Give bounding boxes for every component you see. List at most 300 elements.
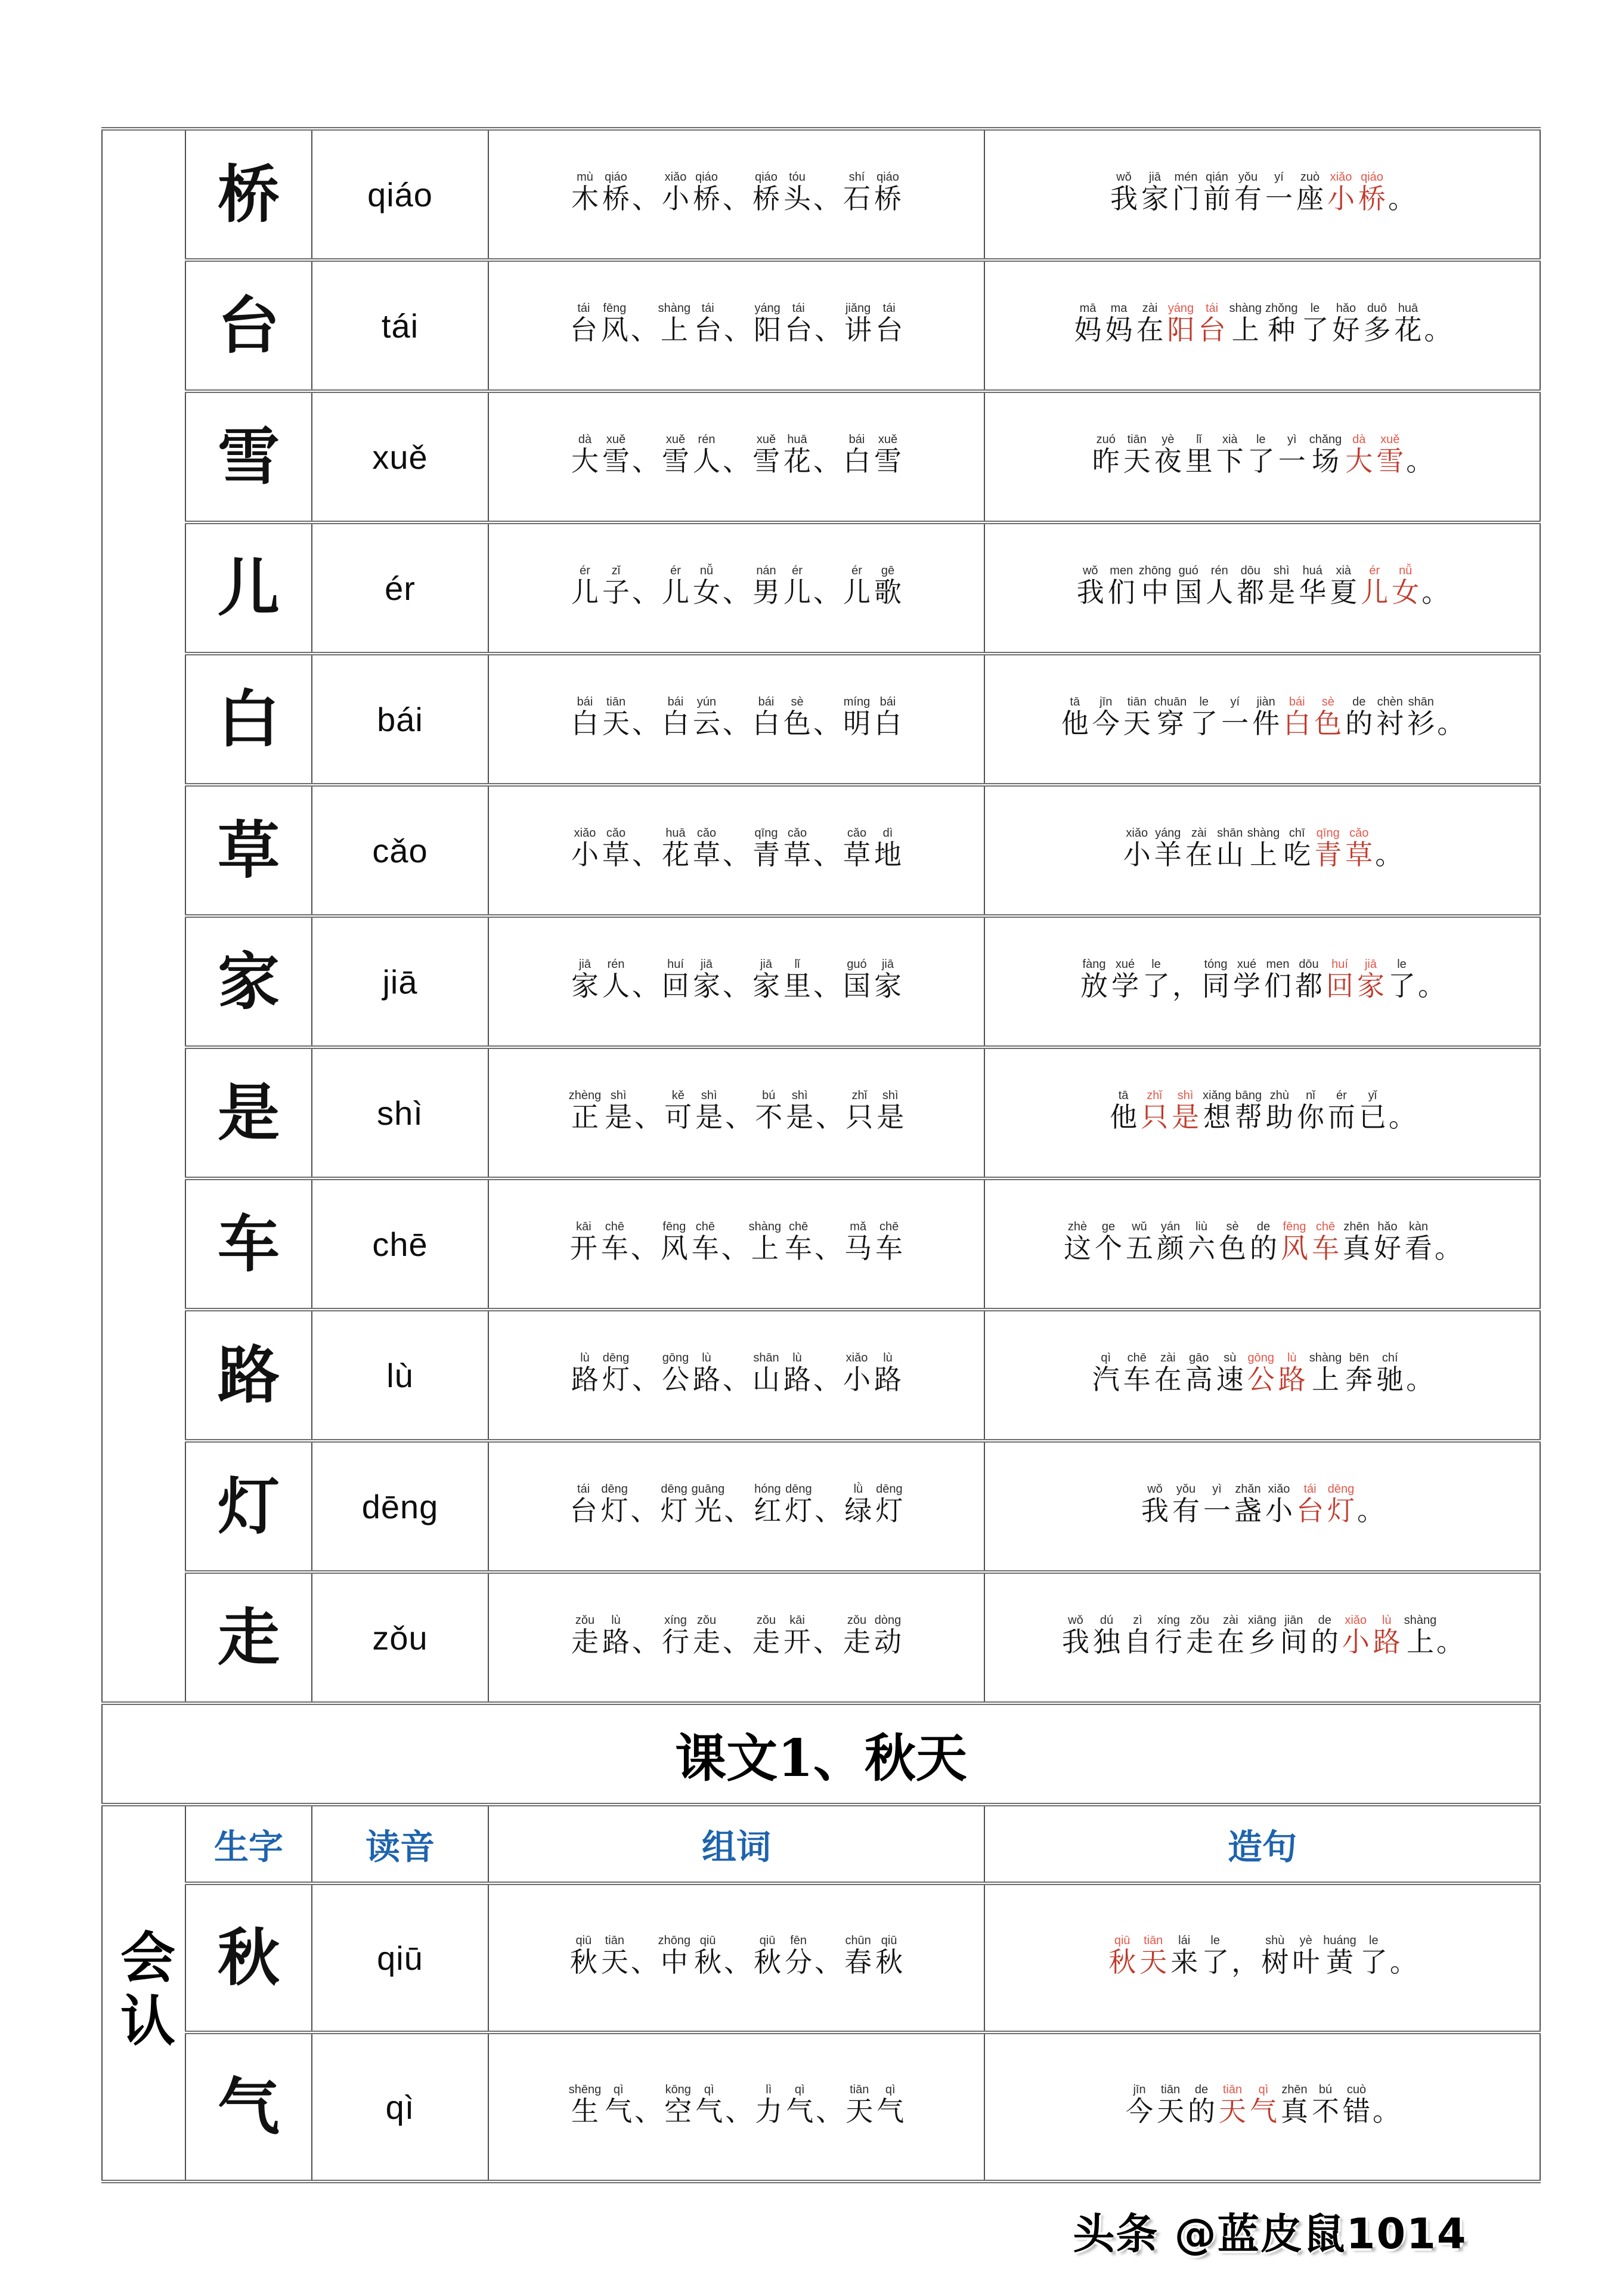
reading-cell: shì <box>312 1047 488 1178</box>
annotated-char: 雪xuě <box>752 432 780 477</box>
annotated-char: 是shì <box>786 1088 814 1133</box>
punctuation: 。 <box>1406 444 1434 477</box>
annotated-char: 草cǎo <box>693 826 720 871</box>
annotated-char: 今jīn <box>1092 695 1120 739</box>
annotated-char: 中zhōng <box>1138 564 1172 608</box>
annotated-char: 台tái <box>569 1482 597 1527</box>
annotated-char: 同tóng <box>1202 957 1229 1002</box>
word-separator: 、 <box>632 969 659 1002</box>
annotated-char: 了le <box>1301 301 1329 346</box>
annotated-char: 气qì <box>695 2083 723 2127</box>
hanzi-cell: 雪 <box>185 391 312 522</box>
annotated-char: 真zhēn <box>1343 1220 1370 1264</box>
annotated-char: 秋qiū <box>875 1933 903 1978</box>
annotated-char: 路lù <box>1278 1351 1306 1395</box>
annotated-char: 是shì <box>695 1088 723 1133</box>
sentence-cell <box>984 1572 1540 1703</box>
annotated-char: 六liù <box>1188 1220 1215 1264</box>
annotated-char: 夏xià <box>1330 564 1358 608</box>
annotated-char: 青qīng <box>1314 826 1342 871</box>
annotated-char: 草cǎo <box>843 826 871 871</box>
annotated-char: 气qì <box>605 2083 633 2127</box>
annotated-char: 我wǒ <box>1061 1613 1089 1658</box>
words-cell <box>488 916 984 1047</box>
annotated-char: 草cǎo <box>602 826 630 871</box>
annotated-char: 雪xuě <box>602 432 630 477</box>
annotated-char: 小xiǎo <box>571 826 599 871</box>
annotated-char: 今jīn <box>1126 2083 1153 2127</box>
annotated-char: 一yí <box>1221 695 1249 739</box>
annotated-char: 驰chí <box>1376 1351 1404 1395</box>
sentence-cell <box>984 1310 1540 1441</box>
annotated-char: 走zǒu <box>571 1613 599 1658</box>
annotated-char: 儿ér <box>571 564 599 608</box>
word-separator: 、 <box>632 182 659 215</box>
reading-cell: chē <box>312 1178 488 1310</box>
annotated-char: 回huí <box>1326 957 1353 1002</box>
annotated-char: 正zhèng <box>568 1088 602 1133</box>
annotated-char: 走zǒu <box>693 1613 720 1658</box>
annotated-char: 天tiān <box>1157 2083 1184 2127</box>
character-row <box>102 1883 1540 2032</box>
annotated-char: 桥qiáo <box>752 170 780 215</box>
words-cell <box>488 1441 984 1572</box>
character-row <box>102 785 1540 916</box>
annotated-char: 台tái <box>1296 1482 1324 1527</box>
reading-cell: qiū <box>312 1883 488 2032</box>
annotated-char: 的de <box>1345 695 1373 739</box>
annotated-char: 高gāo <box>1185 1351 1213 1395</box>
sentence-cell <box>984 1178 1540 1310</box>
words-cell <box>488 1047 984 1178</box>
reading-cell: qì <box>312 2032 488 2181</box>
words-cell <box>488 391 984 522</box>
annotated-char: 空kōng <box>664 2083 692 2127</box>
annotated-char: 穿chuān <box>1154 695 1187 739</box>
annotated-char: 走zǒu <box>752 1613 780 1658</box>
annotated-char: 路lù <box>783 1351 811 1395</box>
words-cell <box>488 654 984 785</box>
annotated-char: 在zài <box>1185 826 1213 871</box>
punctuation: 。 <box>1375 838 1403 871</box>
annotated-char: 已yǐ <box>1358 1088 1386 1133</box>
word-separator: 、 <box>814 1231 843 1264</box>
annotated-char: 有yǒu <box>1234 170 1262 215</box>
punctuation: 。 <box>1357 1494 1384 1527</box>
annotated-char: 秋qiū <box>694 1933 722 1978</box>
annotated-char: 们men <box>1107 564 1135 608</box>
word-separator: 、 <box>814 1494 843 1527</box>
sentence-cell <box>984 522 1540 654</box>
word-separator: 、 <box>724 1494 752 1527</box>
words-cell <box>488 2032 984 2181</box>
annotated-char: 路lù <box>571 1351 599 1395</box>
words-cell <box>488 260 984 391</box>
annotated-char: 家jiā <box>1141 170 1169 215</box>
annotated-char: 行xíng <box>1154 1613 1182 1658</box>
annotated-char: 桥qiáo <box>874 170 902 215</box>
header-char: 生字 <box>185 1805 312 1883</box>
annotated-char: 地dì <box>874 826 902 871</box>
annotated-char: 黄huáng <box>1323 1933 1356 1978</box>
vocabulary-table <box>101 127 1541 2183</box>
annotated-char: 速sù <box>1216 1351 1244 1395</box>
annotated-char: 叶yè <box>1292 1933 1320 1978</box>
annotated-char: 不bú <box>1312 2083 1339 2127</box>
annotated-char: 一yí <box>1265 170 1293 215</box>
annotated-char: 儿ér <box>662 564 689 608</box>
annotated-char: 公gōng <box>662 1351 689 1395</box>
annotated-char: 力lì <box>755 2083 783 2127</box>
annotated-char: 家jiā <box>571 957 599 1002</box>
annotated-char: 不bú <box>755 1088 783 1133</box>
word-separator: 、 <box>813 182 841 215</box>
annotated-char: 国guó <box>843 957 871 1002</box>
annotated-char: 行xíng <box>662 1613 689 1658</box>
hanzi-cell: 白 <box>185 654 312 785</box>
annotated-char: 花huā <box>1394 301 1422 346</box>
header-sentence: 造句 <box>984 1805 1540 1883</box>
annotated-char: 开kāi <box>783 1613 811 1658</box>
word-separator: 、 <box>813 444 841 477</box>
annotated-char: 真zhēn <box>1281 2083 1308 2127</box>
word-separator: 、 <box>723 444 750 477</box>
hanzi-cell: 走 <box>185 1572 312 1703</box>
annotated-char: 有yǒu <box>1172 1482 1200 1527</box>
annotated-char: 只zhǐ <box>1141 1088 1169 1133</box>
annotated-char: 人rén <box>602 957 630 1002</box>
sentence-cell <box>984 1441 1540 1572</box>
annotated-char: 了le <box>1142 957 1170 1002</box>
punctuation: 。 <box>1406 1363 1434 1395</box>
hanzi-cell: 车 <box>185 1178 312 1310</box>
character-row <box>102 391 1540 522</box>
punctuation: 。 <box>1373 2094 1400 2127</box>
annotated-char: 自zì <box>1123 1613 1151 1658</box>
annotated-char: 羊yáng <box>1154 826 1182 871</box>
annotated-char: 女nǚ <box>693 564 720 608</box>
annotated-char: 人rén <box>693 432 720 477</box>
annotated-char: 色sè <box>783 695 811 739</box>
annotated-char: 放fàng <box>1080 957 1108 1002</box>
word-separator: 、 <box>632 838 659 871</box>
annotated-char: 大dà <box>571 432 599 477</box>
word-separator: 、 <box>630 1945 658 1978</box>
annotated-char: 车chē <box>875 1220 903 1264</box>
word-separator: 、 <box>723 707 750 739</box>
annotated-char: 了le <box>1201 1933 1229 1978</box>
hanzi-cell: 是 <box>185 1047 312 1178</box>
annotated-char: 是shì <box>1268 564 1296 608</box>
annotated-char: 昨zuó <box>1092 432 1120 477</box>
annotated-char: 而ér <box>1327 1088 1355 1133</box>
annotated-char: 奔bēn <box>1345 1351 1373 1395</box>
annotated-char: 色sè <box>1219 1220 1246 1264</box>
word-separator: 、 <box>723 969 750 1002</box>
word-separator: 、 <box>724 1945 752 1978</box>
annotated-char: 光guāng <box>691 1482 725 1527</box>
annotated-char: 桥qiáo <box>1358 170 1386 215</box>
annotated-char: 车chē <box>691 1220 719 1264</box>
annotated-char: 了le <box>1388 957 1416 1002</box>
annotated-char: 夜yè <box>1154 432 1182 477</box>
annotated-char: 个ge <box>1095 1220 1122 1264</box>
annotated-char: 小xiǎo <box>1123 826 1151 871</box>
word-separator: 、 <box>632 707 659 739</box>
word-separator: 、 <box>723 1625 750 1658</box>
character-row <box>102 1178 1540 1310</box>
annotated-char: 我wǒ <box>1141 1482 1169 1527</box>
side-label-cell <box>102 1805 185 2181</box>
word-separator: 、 <box>723 575 750 608</box>
punctuation: ， <box>1231 1945 1259 1978</box>
annotated-char: 歌gē <box>874 564 902 608</box>
annotated-char: 小xiǎo <box>1342 1613 1370 1658</box>
annotated-char: 他tā <box>1061 695 1089 739</box>
hanzi-cell: 气 <box>185 2032 312 2181</box>
annotated-char: 动dòng <box>874 1613 902 1658</box>
word-separator: 、 <box>724 313 752 346</box>
annotated-char: 他tā <box>1110 1088 1138 1133</box>
words-cell <box>488 785 984 916</box>
annotated-char: 桥qiáo <box>602 170 630 215</box>
annotated-char: 车chē <box>785 1220 813 1264</box>
annotated-char: 灯dēng <box>602 1351 630 1395</box>
annotated-char: 我wǒ <box>1110 170 1138 215</box>
annotated-char: 气qì <box>876 2083 905 2127</box>
punctuation: 。 <box>1436 1625 1464 1658</box>
annotated-char: 错cuò <box>1343 2083 1370 2127</box>
annotated-char: 国guó <box>1175 564 1203 608</box>
punctuation: 。 <box>1435 1231 1462 1264</box>
words-cell <box>488 1572 984 1703</box>
words-cell <box>488 1310 984 1441</box>
annotated-char: 气qì <box>786 2083 814 2127</box>
word-separator: 、 <box>632 1625 659 1658</box>
annotated-char: 灯dēng <box>785 1482 813 1527</box>
annotated-char: 台tái <box>569 301 597 346</box>
word-separator: 、 <box>634 2094 662 2127</box>
word-separator: 、 <box>813 969 841 1002</box>
annotated-char: 台tái <box>785 301 813 346</box>
annotated-char: 子zǐ <box>602 564 630 608</box>
word-separator: 、 <box>723 182 750 215</box>
annotated-char: 台tái <box>694 301 722 346</box>
annotated-char: 里lǐ <box>1185 432 1213 477</box>
reading-cell: zǒu <box>312 1572 488 1703</box>
annotated-char: 大dà <box>1345 432 1373 477</box>
word-separator: 、 <box>813 838 841 871</box>
annotated-char: 的de <box>1250 1220 1277 1264</box>
annotated-char: 下xià <box>1216 432 1244 477</box>
word-separator: 、 <box>725 2094 753 2127</box>
words-cell <box>488 1883 984 2032</box>
annotated-char: 了le <box>1190 695 1218 739</box>
annotated-char: 吃chī <box>1283 826 1311 871</box>
annotated-char: 汽qì <box>1092 1351 1120 1395</box>
annotated-char: 春chūn <box>844 1933 872 1978</box>
annotated-char: 讲jiǎng <box>844 301 872 346</box>
punctuation: 。 <box>1418 969 1445 1002</box>
annotated-char: 山shān <box>1216 826 1244 871</box>
word-separator: 、 <box>630 1231 658 1264</box>
hanzi-cell: 台 <box>185 260 312 391</box>
annotated-char: 们men <box>1264 957 1291 1002</box>
annotated-char: 盏zhǎn <box>1234 1482 1262 1527</box>
annotated-char: 上shàng <box>1229 301 1262 346</box>
annotated-char: 树shù <box>1261 1933 1289 1978</box>
punctuation: 。 <box>1389 1945 1417 1978</box>
annotated-char: 天tiān <box>600 1933 628 1978</box>
reading-cell: qiáo <box>312 129 488 260</box>
annotated-char: 看kàn <box>1405 1220 1432 1264</box>
annotated-char: 了le <box>1247 432 1275 477</box>
annotated-char: 你nǐ <box>1296 1088 1324 1133</box>
side-label: 会认 <box>111 1928 176 2055</box>
annotated-char: 风fēng <box>600 301 628 346</box>
hanzi-cell: 儿 <box>185 522 312 654</box>
annotated-char: 五wǔ <box>1126 1220 1153 1264</box>
annotated-char: 草cǎo <box>1345 826 1373 871</box>
word-separator: 、 <box>721 1231 749 1264</box>
annotated-char: 家jiā <box>1357 957 1384 1002</box>
annotated-char: 白bái <box>843 432 871 477</box>
annotated-char: 儿ér <box>843 564 871 608</box>
reading-cell: jiā <box>312 916 488 1047</box>
annotated-char: 乡xiāng <box>1247 1613 1277 1658</box>
sentence-cell <box>984 654 1540 785</box>
hanzi-cell: 桥 <box>185 129 312 260</box>
annotated-char: 生shēng <box>568 2083 602 2127</box>
annotated-char: 公gōng <box>1247 1351 1275 1395</box>
lesson-title-row <box>102 1703 1540 1805</box>
annotated-char: 可kě <box>664 1088 692 1133</box>
annotated-char: 来lái <box>1170 1933 1198 1978</box>
annotated-char: 女nǚ <box>1392 564 1420 608</box>
section-side-cell-empty <box>102 129 185 1703</box>
annotated-char: 好hǎo <box>1374 1220 1401 1264</box>
annotated-char: 花huā <box>783 432 811 477</box>
annotated-char: 白bái <box>662 695 689 739</box>
annotated-char: 男nán <box>752 564 780 608</box>
word-separator: 、 <box>816 2094 844 2127</box>
annotated-char: 车chē <box>600 1220 628 1264</box>
annotated-char: 台tái <box>1198 301 1226 346</box>
reading-cell: bái <box>312 654 488 785</box>
annotated-char: 灯dēng <box>600 1482 628 1527</box>
annotated-char: 马mǎ <box>844 1220 872 1264</box>
punctuation: 。 <box>1424 313 1452 346</box>
hanzi-cell: 秋 <box>185 1883 312 2032</box>
annotated-char: 路lù <box>1373 1613 1401 1658</box>
annotated-char: 绿lǜ <box>844 1482 872 1527</box>
character-row <box>102 916 1540 1047</box>
annotated-char: 路lù <box>693 1351 720 1395</box>
annotated-char: 妈ma <box>1105 301 1133 346</box>
annotated-char: 风fēng <box>660 1220 688 1264</box>
annotated-char: 一yì <box>1203 1482 1231 1527</box>
reading-cell: lù <box>312 1310 488 1441</box>
word-separator: 、 <box>814 313 843 346</box>
annotated-char: 小xiǎo <box>843 1351 871 1395</box>
annotated-char: 学xué <box>1233 957 1260 1002</box>
annotated-char: 头tóu <box>783 170 811 215</box>
annotated-char: 桥qiáo <box>693 170 720 215</box>
annotated-char: 中zhōng <box>658 1933 691 1978</box>
annotated-char: 是shì <box>876 1088 905 1133</box>
annotated-char: 学xué <box>1111 957 1139 1002</box>
character-row <box>102 129 1540 260</box>
annotated-char: 雪xuě <box>1376 432 1404 477</box>
table-body <box>102 129 1540 2181</box>
sentence-cell <box>984 1047 1540 1178</box>
annotated-char: 门mén <box>1172 170 1200 215</box>
annotated-char: 青qīng <box>752 826 780 871</box>
word-separator: 、 <box>632 444 659 477</box>
annotated-char: 天tiān <box>845 2083 874 2127</box>
words-cell <box>488 129 984 260</box>
annotated-char: 在zài <box>1136 301 1164 346</box>
annotated-char: 家jiā <box>752 957 780 1002</box>
annotated-char: 种zhǒng <box>1265 301 1298 346</box>
annotated-char: 都dōu <box>1237 564 1265 608</box>
character-row <box>102 1572 1540 1703</box>
annotated-char: 间jiān <box>1280 1613 1308 1658</box>
word-separator: 、 <box>723 838 750 871</box>
annotated-char: 车chē <box>1123 1351 1151 1395</box>
annotated-char: 山shān <box>752 1351 780 1395</box>
hanzi-cell: 草 <box>185 785 312 916</box>
annotated-char: 草cǎo <box>783 826 811 871</box>
annotated-char: 秋qiū <box>754 1933 782 1978</box>
annotated-char: 天tiān <box>1139 1933 1167 1978</box>
annotated-char: 雪xuě <box>662 432 689 477</box>
annotated-char: 明míng <box>843 695 871 739</box>
annotated-char: 了le <box>1359 1933 1387 1978</box>
lesson-title: 课文1、秋天 <box>102 1703 1540 1805</box>
annotated-char: 车chē <box>1312 1220 1339 1264</box>
annotated-char: 座zuò <box>1296 170 1324 215</box>
word-separator: 、 <box>725 1100 753 1133</box>
annotated-char: 天tiān <box>1219 2083 1246 2127</box>
annotated-char: 我wǒ <box>1076 564 1104 608</box>
sentence-cell <box>984 391 1540 522</box>
annotated-char: 都dōu <box>1295 957 1322 1002</box>
reading-cell: tái <box>312 260 488 391</box>
annotated-char: 想xiǎng <box>1203 1088 1231 1133</box>
character-row <box>102 260 1540 391</box>
annotated-char: 衫shān <box>1407 695 1435 739</box>
word-separator: 、 <box>630 313 658 346</box>
annotated-char: 走zǒu <box>1185 1613 1213 1658</box>
sentence-cell <box>984 785 1540 916</box>
annotated-char: 颜yán <box>1157 1220 1184 1264</box>
annotated-char: 是shì <box>1172 1088 1200 1133</box>
annotated-char: 小xiǎo <box>662 170 689 215</box>
hanzi-cell: 路 <box>185 1310 312 1441</box>
sentence-cell <box>984 1883 1540 2032</box>
annotated-char: 开kāi <box>569 1220 597 1264</box>
annotated-char: 白bái <box>1283 695 1311 739</box>
annotated-char: 红hóng <box>754 1482 782 1527</box>
word-separator: 、 <box>813 1625 841 1658</box>
annotated-char: 天tiān <box>1123 432 1151 477</box>
character-row <box>102 654 1540 785</box>
hanzi-cell: 家 <box>185 916 312 1047</box>
annotated-char: 妈mā <box>1074 301 1102 346</box>
sentence-cell <box>984 2032 1540 2181</box>
annotated-char: 花huā <box>662 826 689 871</box>
